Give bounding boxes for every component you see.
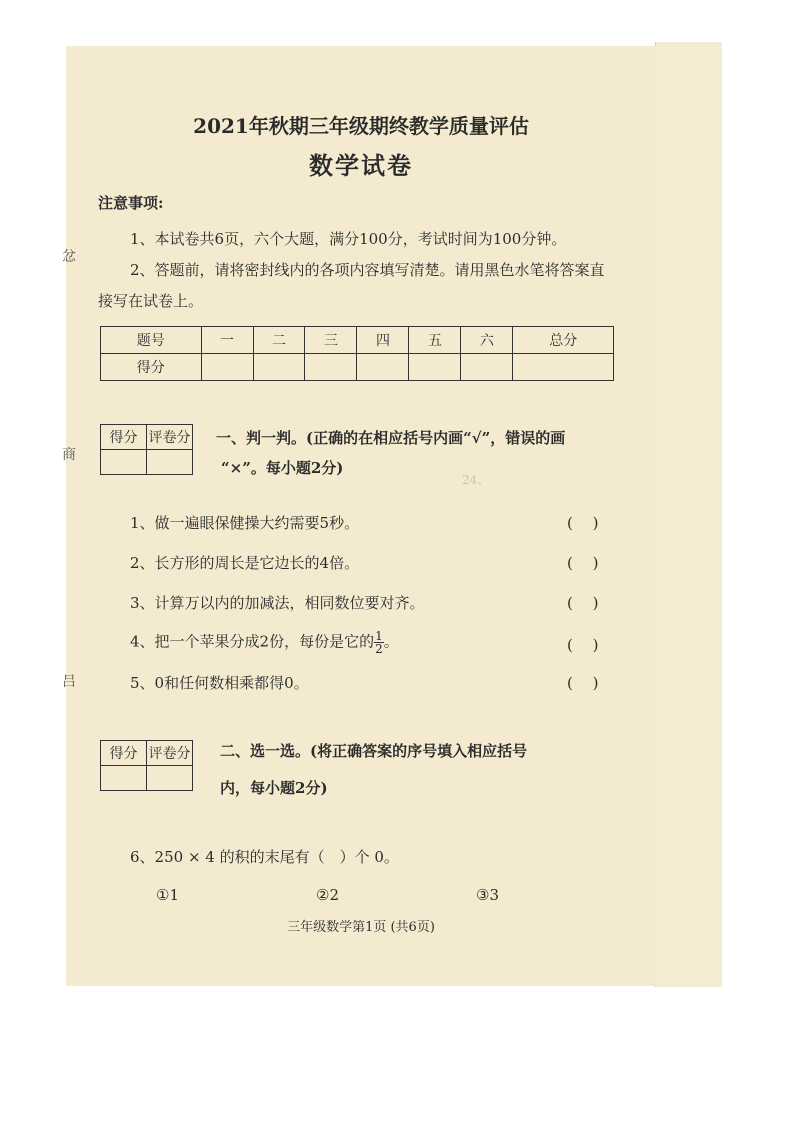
- score-cell[interactable]: [253, 354, 305, 381]
- section-1-instruction-cont: “×”。每小题2分): [221, 459, 344, 477]
- score-row-label: 得分: [101, 354, 202, 381]
- section-1-instruction: 一、判一判。(正确的在相应括号内画“√”，错误的画: [216, 429, 566, 447]
- score-table-header: 四: [357, 327, 409, 354]
- score-cell[interactable]: [461, 354, 513, 381]
- section-2-instruction: 二、选一选。(将正确答案的序号填入相应括号: [220, 742, 528, 760]
- grader-score-cell[interactable]: [101, 766, 147, 791]
- grader-score-cell[interactable]: [101, 450, 147, 475]
- score-table-header: 题号: [101, 327, 202, 354]
- answer-paren-1[interactable]: ( ): [567, 514, 599, 532]
- back-sheet: [655, 42, 722, 987]
- score-table-header: 三: [305, 327, 357, 354]
- score-table-header: 六: [461, 327, 513, 354]
- score-cell[interactable]: [409, 354, 461, 381]
- answer-paren-3[interactable]: ( ): [567, 594, 599, 612]
- score-cell[interactable]: [201, 354, 253, 381]
- margin-mark: 忿: [62, 249, 76, 265]
- margin-mark: 吕: [62, 674, 76, 690]
- grader-score-label: 得分: [101, 425, 147, 450]
- fraction-one-half: [374, 630, 384, 655]
- answer-paren-4[interactable]: ( ): [567, 636, 599, 654]
- score-table-header-row: [101, 327, 614, 354]
- grader-score-label: 得分: [101, 741, 147, 766]
- section-2-instruction-cont: 内，每小题2分): [220, 779, 328, 797]
- question-6: 6、250 × 4 的积的末尾有（ ）个 0。: [130, 848, 399, 866]
- notice-item-2-line-1: 2、答题前，请将密封线内的各项内容填写清楚。请用黑色水笔将答案直: [130, 261, 605, 279]
- exam-page: [62, 46, 656, 986]
- score-table-header: 总分: [513, 327, 614, 354]
- question-4: [130, 630, 399, 655]
- score-table: [100, 326, 614, 381]
- notice-item-2-line-2: 接写在试卷上。: [98, 292, 204, 310]
- grader-name-cell[interactable]: [147, 450, 193, 475]
- fraction-numerator: 1: [375, 629, 383, 643]
- option-2[interactable]: ②2: [316, 886, 339, 904]
- grader-box-section-2: [100, 740, 193, 791]
- score-table-header: 五: [409, 327, 461, 354]
- question-5: 5、0和任何数相乘都得0。: [130, 674, 309, 692]
- option-1[interactable]: ①1: [156, 886, 179, 904]
- question-4-end: 。: [383, 632, 399, 651]
- question-4-text: 4、把一个苹果分成2份，每份是它的: [130, 632, 375, 651]
- score-table-header: 一: [201, 327, 253, 354]
- question-1: 1、做一遍眼保健操大约需要5秒。: [130, 514, 360, 532]
- margin-mark: 商: [62, 447, 76, 463]
- score-table-header: 二: [253, 327, 305, 354]
- score-cell[interactable]: [305, 354, 357, 381]
- grader-name-cell[interactable]: [147, 766, 193, 791]
- score-cell[interactable]: [357, 354, 409, 381]
- answer-paren-2[interactable]: ( ): [567, 554, 599, 572]
- bleed-through-text: 24、: [462, 473, 490, 487]
- option-3[interactable]: ③3: [476, 886, 499, 904]
- question-3: 3、计算万以内的加减法，相同数位要对齐。: [130, 594, 425, 612]
- question-2: 2、长方形的周长是它边长的4倍。: [130, 554, 360, 572]
- exam-title: 2021年秋期三年级期终教学质量评估: [193, 114, 529, 138]
- exam-subtitle: 数学试卷: [309, 151, 413, 180]
- answer-paren-5[interactable]: ( ): [567, 674, 599, 692]
- page-footer: 三年级数学第1页 (共6页): [287, 920, 435, 935]
- grader-box-section-1: [100, 424, 193, 475]
- score-cell[interactable]: [513, 354, 614, 381]
- notice-item-1: 1、本试卷共6页，六个大题，满分100分，考试时间为100分钟。: [130, 230, 567, 248]
- fraction-denominator: 2: [375, 642, 383, 656]
- notice-heading: 注意事项:: [98, 194, 164, 212]
- grader-name-label: 评卷分: [147, 425, 193, 450]
- grader-name-label: 评卷分: [147, 741, 193, 766]
- score-table-score-row: [101, 354, 614, 381]
